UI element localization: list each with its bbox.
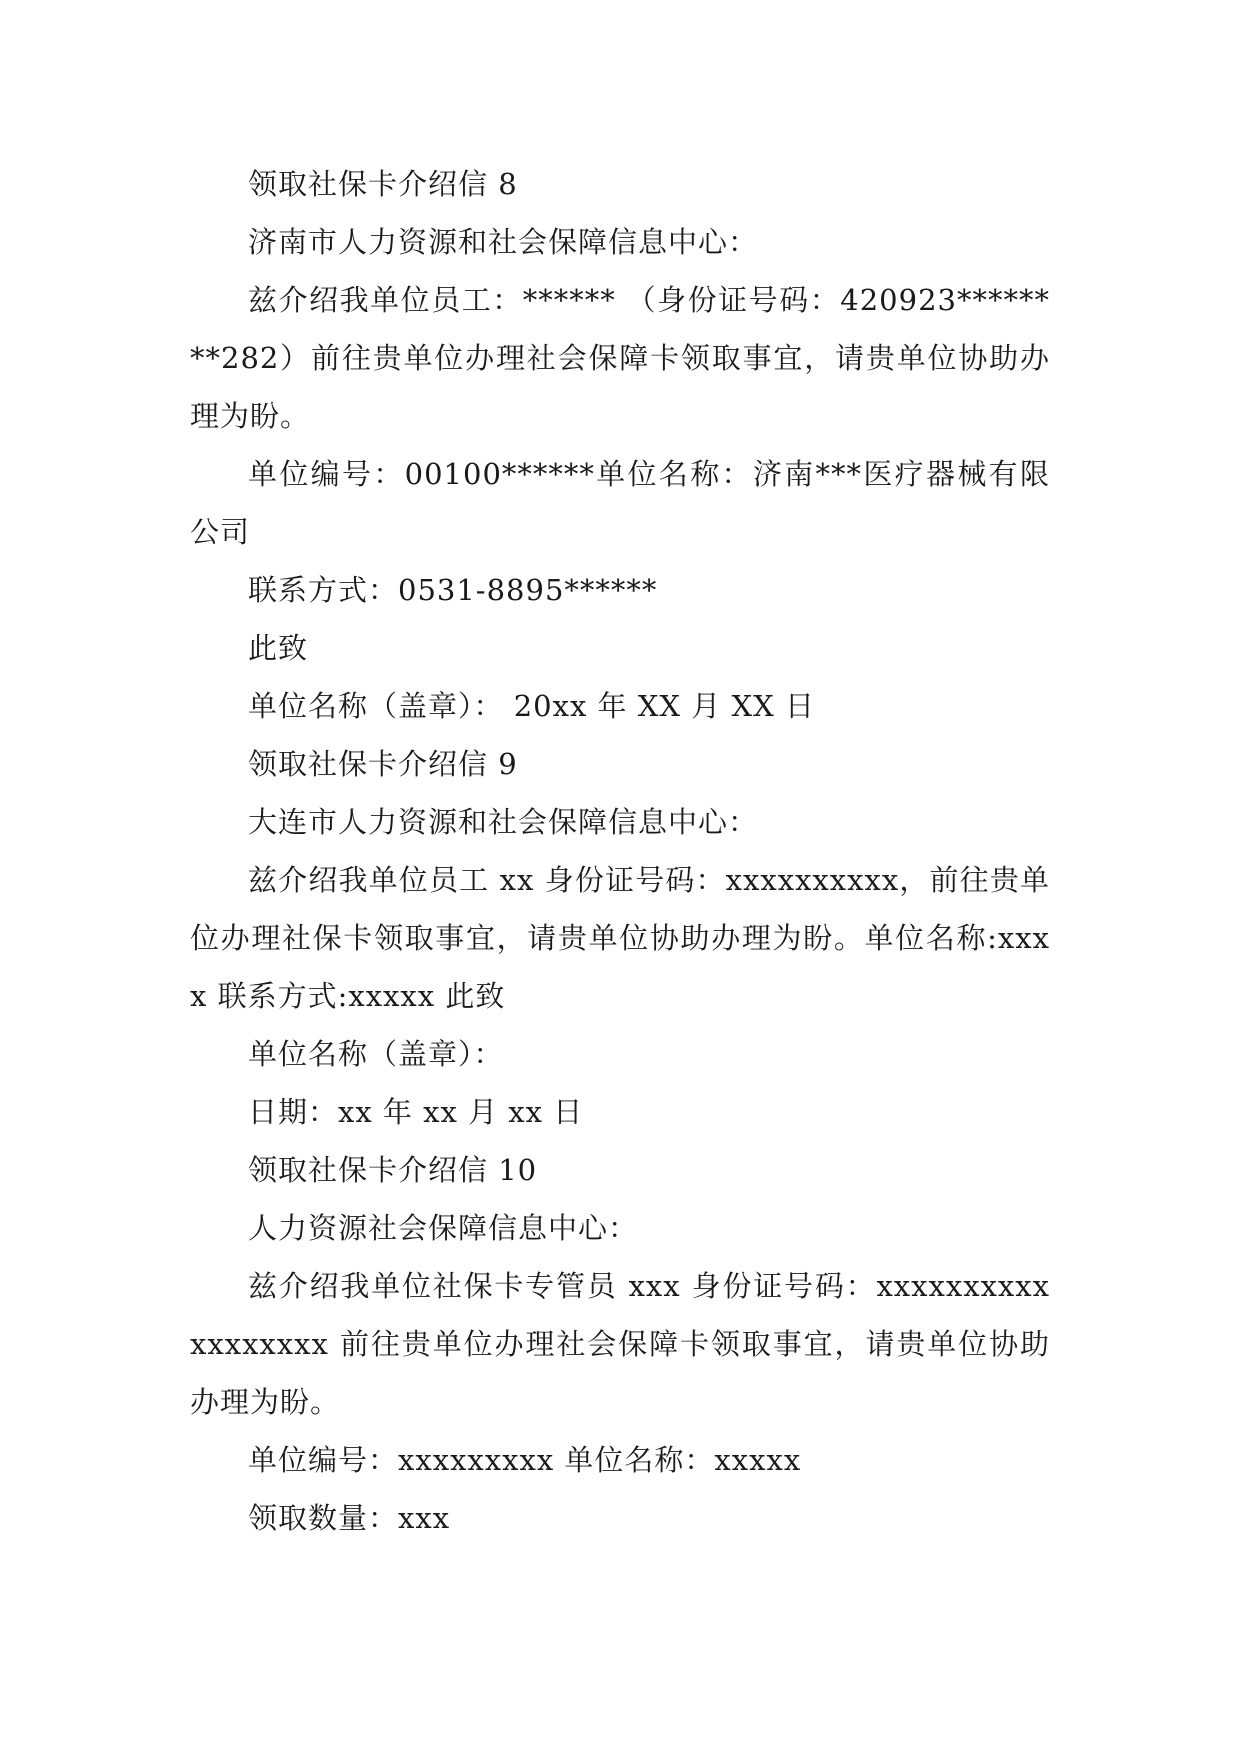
unit-info-line: 单位编号：00100******单位名称：济南***医疗器械有限公司 bbox=[190, 457, 1050, 549]
recipient-line: 济南市人力资源和社会保障信息中心： bbox=[248, 225, 759, 259]
letter-title: 领取社保卡介绍信 8 bbox=[248, 167, 518, 201]
recipient-line: 大连市人力资源和社会保障信息中心： bbox=[248, 805, 759, 839]
letter-title: 领取社保卡介绍信 10 bbox=[248, 1153, 538, 1187]
body-paragraph: 兹介绍我单位员工 xx 身份证号码：xxxxxxxxxx，前往贵单位办理社保卡领取事宜，请贵单位协助办理为盼。单位名称:xxxx 联系方式:xxxxx 此致 bbox=[190, 863, 1050, 1013]
letter-title: 领取社保卡介绍信 9 bbox=[248, 747, 518, 781]
contact-line: 联系方式：0531-8895****** bbox=[248, 573, 658, 607]
quantity-line: 领取数量：xxx bbox=[248, 1501, 451, 1535]
signature-line: 单位名称（盖章）： bbox=[248, 1037, 504, 1071]
body-paragraph: 兹介绍我单位员工：****** （身份证号码：420923********282）前往贵单位办理社会保障卡领取事宜，请贵单位协助办理为盼。 bbox=[190, 283, 1050, 433]
recipient-line: 人力资源社会保障信息中心： bbox=[248, 1211, 639, 1245]
signature-date-line: 单位名称（盖章）： 20xx 年 XX 月 XX 日 bbox=[248, 689, 816, 723]
unit-info-line: 单位编号：xxxxxxxxx 单位名称：xxxxx bbox=[248, 1443, 802, 1477]
document-body bbox=[190, 155, 1050, 1547]
body-paragraph: 兹介绍我单位社保卡专管员 xxx 身份证号码：xxxxxxxxxxxxxxxxxx 前往贵单位办理社会保障卡领取事宜，请贵单位协助办理为盼。 bbox=[190, 1269, 1050, 1419]
date-line: 日期：xx 年 xx 月 xx 日 bbox=[248, 1095, 584, 1129]
closing-line: 此致 bbox=[248, 631, 309, 665]
